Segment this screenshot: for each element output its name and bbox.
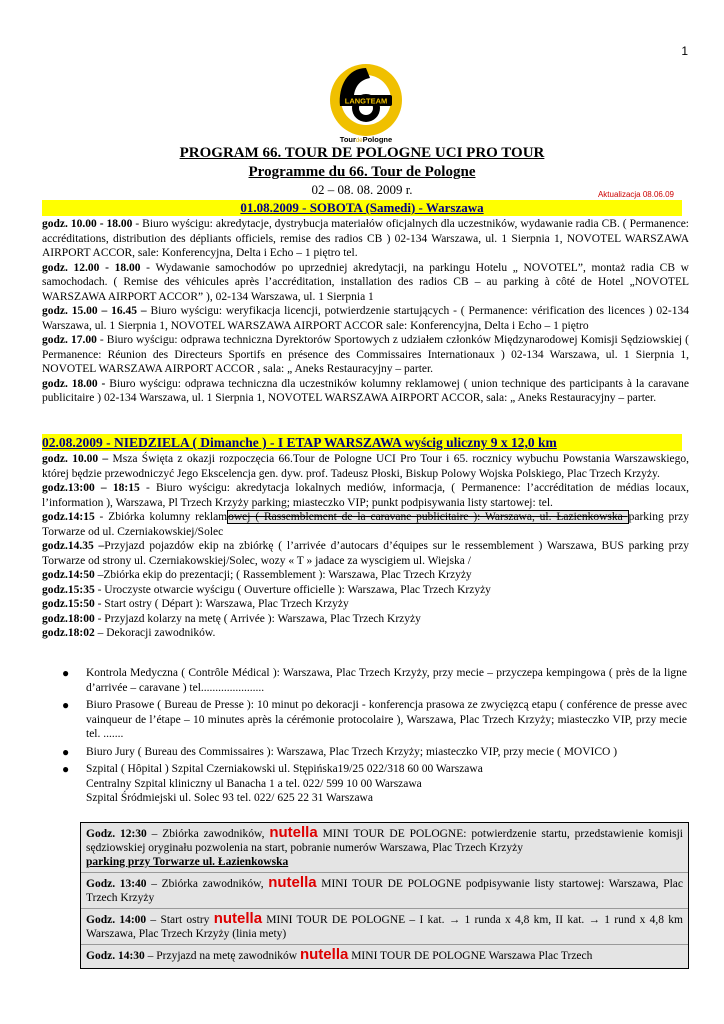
schedule-item: godz.18:02 – Dekoracji zawodników. (42, 627, 216, 639)
bullet-icon: ● (62, 666, 70, 680)
day1-banner: 01.08.2009 - SOBOTA (Samedi) - Warszawa (42, 200, 682, 216)
schedule-item: godz.14:50 –Zbiórka ekip do prezentacji; ( Rassemblement ): Warszawa, Plac Trzech Krzyży (42, 569, 472, 581)
title-polish: PROGRAM 66. TOUR DE POLOGNE UCI PRO TOUR (179, 145, 545, 161)
nutella-brand: nutella (213, 910, 263, 927)
schedule-item: godz. 10.00 - 18.00 - Biuro wyścigu: akredytacje, dystrybucja materiałów oficjalnych dla uczestników, wydawanie radia CB. ( Permanence: accréditations, distribution des dépliants officiels, remise des radios CB ) 02-134 Warszawa, ul. 1 Sierpnia 1, NOVOTEL WARSZAWA AIRPORT ACCOR, sale: Konferencyjna, Delta i Echo – 1 piętro tel. (42, 218, 689, 259)
tour-de-pologne-logo (326, 58, 406, 142)
schedule-item: godz. 12.00 - 18.00 - Wydawanie samochodów po uprzedniej akredytacji, na parkingu Hotelu „ NOVOTEL”, montaż radia CB w samochodach. ( Remise des véhicules après l’accréditation, installation des radios CB – au parking à côté de Hotel „NOVOTEL WARSZAWA AIRPORT ACCOR” ), 02-134 Warszawa, ul. 1 Sierpnia 1 (42, 261, 689, 303)
logo-team-text: LANGTEAM (344, 96, 388, 106)
services-list (62, 666, 687, 809)
logo-brand-text: TourdePologne (339, 135, 393, 144)
list-item: ● Szpital ( Hôpital ) Szpital Czerniakowski ul. Stępińska19/25 022/318 60 00 Warszawa Centralny Szpital kliniczny ul Banacha 1 a tel. 022/ 599 10 00 Warszawa Szpital Śródmiejski ul. Solec 93 tel. 022/ 625 22 31 Warszawa (62, 762, 483, 804)
update-note: Aktualizacja 08.06.09 (597, 190, 674, 199)
mini-tour-row: Godz. 14:30 – Przyjazd na metę zawodników nutella MINI TOUR DE POLOGNE Warszawa Plac Trzech (86, 946, 593, 963)
nutella-brand: nutella (268, 874, 317, 891)
day2-schedule (42, 452, 689, 641)
schedule-item: godz.14:15 - Zbiórka kolumny reklamowej ( Rassemblement de la caravane publicitaire ): Warszawa, ul. Łazienkowska parking przy Torwarze od ul. Czerniakowskiej/Solec (42, 511, 689, 538)
bullet-icon: ● (62, 744, 70, 759)
mini-tour-row: Godz. 13:40 – Zbiórka zawodników, nutella MINI TOUR DE POLOGNE podpisywanie listy startowej: Warszawa, Plac Trzech Krzyży (81, 873, 688, 909)
schedule-item: godz.15:50 - Start ostry ( Départ ): Warszawa, Plac Trzech Krzyży (42, 598, 349, 610)
mini-tour-box (80, 822, 689, 969)
day1-schedule (42, 217, 689, 406)
parking-note: parking przy Torwarze ul. Łazienkowska (86, 856, 289, 868)
nutella-brand: nutella (269, 824, 318, 841)
schedule-item: godz.18:00 - Przyjazd kolarzy na metę ( Arrivée ): Warszawa, Plac Trzech Krzyży (42, 612, 421, 625)
nutella-brand: nutella (299, 946, 349, 963)
day2-banner: 02.08.2009 - NIEDZIELA ( Dimanche ) - I ETAP WARSZAWA wyścig uliczny 9 x 12,0 km (42, 434, 682, 451)
struck-text: owej ( Rassemblement de la caravane publicitaire ): Warszawa, ul. Łazienkowska (228, 511, 628, 523)
list-item: ● Kontrola Medyczna ( Contrôle Médical ): Warszawa, Plac Trzech Krzyży, przy mecie – przyczepa kempingowa ( près de la ligne d’arrivée – caravane ) tel...................... (62, 666, 687, 694)
schedule-item: godz. 18.00 - Biuro wyścigu: odprawa techniczna dla uczestników kolumny reklamowej ( union technique des participants à la caravane publicitaire ) 02-134 Warszawa, ul. 1 Sierpnia 1, NOVOTEL WARSZAWA AIRPORT ACCOR, sala: „ Aneks Restauracyjny – parter. (42, 377, 689, 404)
mini-tour-row: Godz. 12:30 – Zbiórka zawodników, nutella MINI TOUR DE POLOGNE: potwierdzenie startu, przedstawienie komisji sędziowskiej oryginału pozwolenia na start, pobranie numerów Warszawa, Plac Trzech Krzyży parking przy Torwarze ul. Łazienkowska (81, 823, 688, 873)
list-item: ● Biuro Prasowe ( Bureau de Presse ): 10 minut po dekoracji - konferencja prasowa ze zwycięzcą etapu ( conférence de presse avec vainqueur de l’étape – 10 minutes après la cérémonie protocolaire ), Warszawa, Plac Trzech Krzyży; miasteczko VIP, przy mecie tel. ....... (62, 698, 687, 740)
schedule-item: godz.15:35 - Uroczyste otwarcie wyścigu ( Ouverture officielle ): Warszawa, Plac Trzech Krzyży (42, 583, 491, 596)
bullet-icon: ● (62, 762, 70, 776)
title-french: Programme du 66. Tour de Pologne (248, 164, 476, 180)
schedule-item: godz.13:00 – 18:15 - Biuro wyścigu: akredytacja lokalnych mediów, informacja, ( Permanence: l’accréditation de médias locaux, l’information ), Warszawa, Pl Trzech Krzyży parking; miasteczko VIP; punkt podpisywania listy startowej: tel. (42, 482, 689, 509)
event-dates: 02 – 08. 08. 2009 r. (311, 182, 413, 197)
mini-tour-row: Godz. 14:00 – Start ostry nutella MINI TOUR DE POLOGNE – I kat. → 1 runda x 4,8 km, II kat. → 1 rund x 4,8 km Warszawa, Plac Trzech Krzyży (linia mety) (81, 909, 688, 945)
schedule-item: godz. 17.00 - Biuro wyścigu: odprawa techniczna Dyrektorów Sportowych z udziałem członków Międzynarodowej Komisji Sędziowskiej ( Permanence: Réunion des Directeurs Sportifs en présence des Commissaires Internationaux ) 02-134 Warszawa, ul. 1 Sierpnia 1, NOVOTEL WARSZAWA AIRPORT ACCOR , sala: „ Aneks Restauracyjny – parter. (42, 334, 690, 375)
schedule-item: godz. 10.00 – Msza Święta z okazji rozpoczęcia 66.Tour de Pologne UCI Pro Tour i 65. rocznicy wybuchu Powstania Warszawskiego, której będzie przewodniczyć Jego Ekscelencja gen. dyw. prof. Tadeusz Płoski, Biskup Polowy Wojska Polskiego, Plac Trzech Krzyży. (42, 453, 689, 480)
list-item: ● Biuro Jury ( Bureau des Commissaires ): Warszawa, Plac Trzech Krzyży; miasteczko VIP, przy mecie ( MOVICO ) (62, 744, 618, 759)
schedule-item: godz.14.35 –Przyjazd pojazdów ekip na zbiórkę ( l’arrivée d’autocars d’équipes sur le ressemblement ) Warszawa, BUS parking przy Torwarze od strony ul. Czerniakowskiej/Solec, wozy « T » jadace za wyscigiem ul. Wiejska / (42, 540, 689, 567)
schedule-item: godz. 15.00 – 16.45 – Biuro wyścigu: weryfikacja licencji, potwierdzenie startujących - ( Permanence: vérification des licences ) 02-134 Warszawa, ul. 1 Sierpnia 1, NOVOTEL WARSZAWA AIRPORT ACCOR sale: Konferencyjna, Delta i Echo – 1 piętro (42, 305, 689, 332)
page-number: 1 (681, 44, 688, 58)
bullet-icon: ● (62, 698, 70, 712)
